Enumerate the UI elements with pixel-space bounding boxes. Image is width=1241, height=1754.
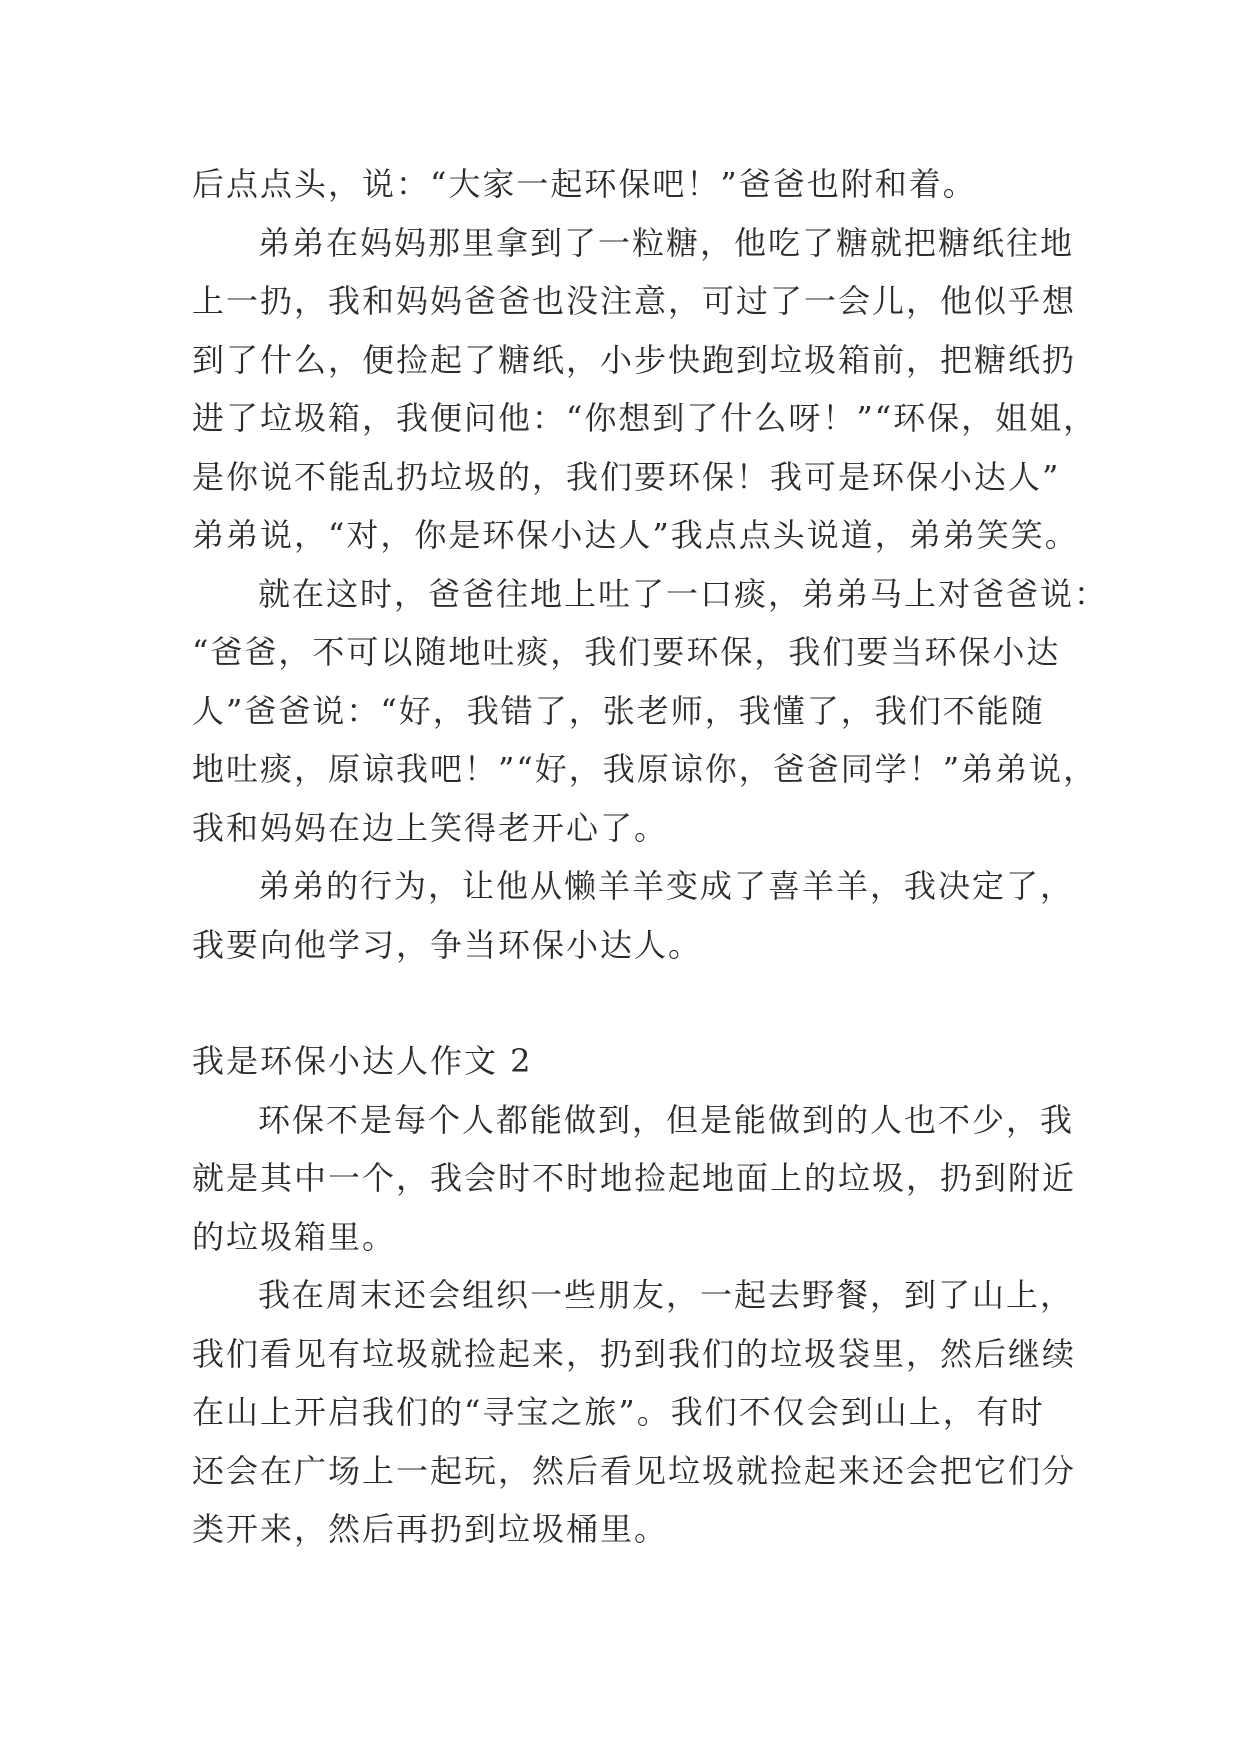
paragraph-line: 还会在广场上一起玩，然后看见垃圾就捡起来还会把它们分	[192, 1451, 1077, 1490]
paragraph-line: 弟弟在妈妈那里拿到了一粒糖，他吃了糖就把糖纸往地	[258, 223, 1075, 262]
section-gap	[192, 974, 1052, 1032]
paragraph-line: “爸爸，不可以随地吐痰，我们要环保，我们要当环保小达	[192, 633, 1061, 671]
paragraph-line: 我在周末还会组织一些朋友，一起去野餐，到了山上，	[258, 1276, 1075, 1314]
paragraph-line: 后点点头，说：“大家一起环保吧！”爸爸也附和着。	[192, 165, 977, 203]
paragraph-line: 环保不是每个人都能做到，但是能做到的人也不少，我	[258, 1100, 1075, 1139]
paragraph-line: 是你说不能乱扔垃圾的，我们要环保！我可是环保小达人”	[192, 457, 1061, 496]
paragraph-line: 地吐痰，原谅我吧！”“好，我原谅你，爸爸同学！”弟弟说，	[192, 750, 1098, 788]
paragraph-line: 就是其中一个，我会时不时地捡起地面上的垃圾，扔到附近	[192, 1159, 1077, 1197]
paragraph-line: 进了垃圾箱，我便问他：“你想到了什么呀！”“环保，姐姐，	[192, 399, 1098, 437]
paragraph-line: 我和妈妈在边上笑得老开心了。	[192, 808, 669, 847]
paragraph-line: 弟弟说，“对，你是环保小达人”我点点头说道，弟弟笑笑。	[192, 516, 1079, 554]
paragraph-line: 在山上开启我们的“寻宝之旅”。我们不仅会到山上，有时	[192, 1393, 1045, 1431]
paragraph-line: 的垃圾箱里。	[192, 1217, 397, 1256]
paragraph-line: 上一扔，我和妈妈爸爸也没注意，可过了一会儿，他似乎想	[192, 282, 1077, 320]
paragraph-line: 我要向他学习，争当环保小达人。	[192, 925, 703, 964]
paragraph-line: 到了什么，便捡起了糖纸，小步快跑到垃圾箱前，把糖纸扔	[192, 340, 1077, 379]
paragraph-line: 就在这时，爸爸往地上吐了一口痰，弟弟马上对爸爸说：	[258, 574, 1109, 613]
section-title: 我是环保小达人作文 2	[192, 1042, 533, 1080]
paragraph-line: 弟弟的行为，让他从懒羊羊变成了喜羊羊，我决定了，	[258, 867, 1075, 905]
paragraph-line: 类开来，然后再扔到垃圾桶里。	[192, 1510, 669, 1548]
paragraph-line: 我们看见有垃圾就捡起来，扔到我们的垃圾袋里，然后继续	[192, 1334, 1077, 1373]
paragraph-line: 人”爸爸说：“好，我错了，张老师，我懂了，我们不能随	[192, 691, 1045, 730]
document-body	[192, 155, 1109, 1559]
